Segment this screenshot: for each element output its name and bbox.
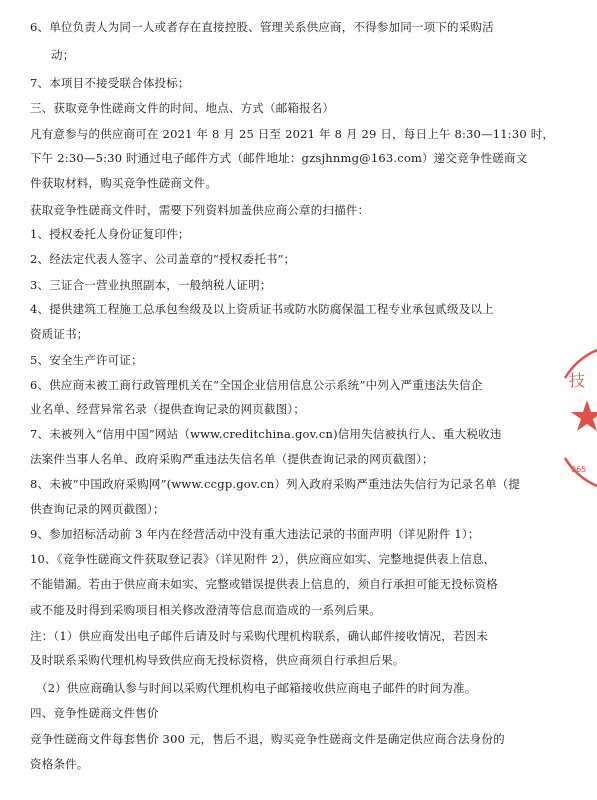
text-line: 注：（1）供应商发出电子邮件后请及时与采购代理机构联系，确认邮件接收情况，若因未 (30, 629, 489, 643)
text-line: （2）供应商确认参与时间以采购代理机构电子邮箱接收供应商电子邮件的时间为准。 (36, 681, 477, 695)
text-line: 及时联系采购代理机构导致供应商无投标资格，供应商须自行承担后果。 (30, 653, 405, 667)
text-line: 8、未被“中国政府采购网”(www.ccgp.gov.cn）列入政府采购严重违法失信行为记录名单（提 (30, 477, 521, 491)
text-line: 动； (51, 48, 75, 62)
text-line: 三、获取竞争性磋商文件的时间、地点、方式（邮箱报名） (30, 101, 335, 115)
text-line: 2、经法定代表人签字、公司盖章的“授权委托书”； (30, 252, 296, 266)
official-seal-stamp (557, 348, 597, 488)
text-line: 获取竞争性磋商文件时，需要下列资料加盖供应商公章的扫描件： (30, 203, 370, 217)
text-line: 四、竞争性磋商文件售价 (30, 706, 159, 720)
text-line: 件获取材料，购买竞争性磋商文件。 (30, 176, 218, 190)
text-line: 5、安全生产许可证； (30, 353, 143, 367)
text-line: 供查询记录的网页截图）； (30, 502, 165, 516)
text-line: 6、单位负责人为同一人或者存在直接控股、管理关系供应商，不得参加同一项下的采购活 (30, 20, 494, 34)
text-line: 资格条件。 (30, 757, 89, 771)
seal-code: 065 (571, 465, 587, 474)
text-line: 3、三证合一营业执照副本，一般纳税人证明； (30, 278, 272, 292)
seal-star-icon (571, 400, 597, 431)
text-line: 不能错漏。若由于供应商未如实、完整或错误提供表上信息的，须自行承担可能无投标资格 (30, 577, 498, 591)
seal-character: 技 (569, 371, 586, 390)
text-line: 4、提供建筑工程施工总承包叁级及以上资质证书或防水防腐保温工程专业承包贰级及以上 (30, 302, 494, 316)
text-line: 或不能及时得到采购项目相关修改澄清等信息而造成的一系列后果。 (30, 603, 381, 617)
text-line: 业名单、经营异常名录（提供查询记录的网页截图）； (30, 402, 306, 416)
text-line: 7、未被列入“信用中国”网站（www.creditchina.gov.cn)信用失信被执行人、重大税收违 (30, 427, 502, 441)
text-line: 9、参加招标活动前 3 年内在经营活动中没有重大违法记录的书面声明（详见附件 1）； (30, 527, 480, 541)
text-line: 6、供应商未被工商行政管理机关在“全国企业信用信息公示系统”中列入严重违法失信企 (30, 378, 483, 392)
text-line: 7、本项目不接受联合体投标； (30, 76, 190, 90)
text-line: 凡有意参与的供应商可在 2021 年 8 月 25 日至 2021 年 8 月 29 日，每日上午 8:30—11:30 时， (30, 127, 555, 141)
text-line: 10、《竞争性磋商文件获取登记表》（详见附件 2），供应商应如实、完整地提供表上信息， (30, 552, 496, 566)
text-line: 资质证书； (30, 327, 89, 341)
text-line: 法案件当事人名单、政府采购严重违法失信名单（提供查询记录的网页截图）； (30, 452, 434, 466)
text-line: 竞争性磋商文件每套售价 300 元，售后不退，购买竞争性磋商文件是确定供应商合法身份的 (30, 732, 505, 746)
text-line: 1、授权委托人身份证复印件； (30, 227, 190, 241)
text-line: 下午 2:30—5:30 时通过电子邮件方式（邮件地址：gzsjhnmg@163.com）递交竞争性磋商文 (30, 151, 528, 165)
